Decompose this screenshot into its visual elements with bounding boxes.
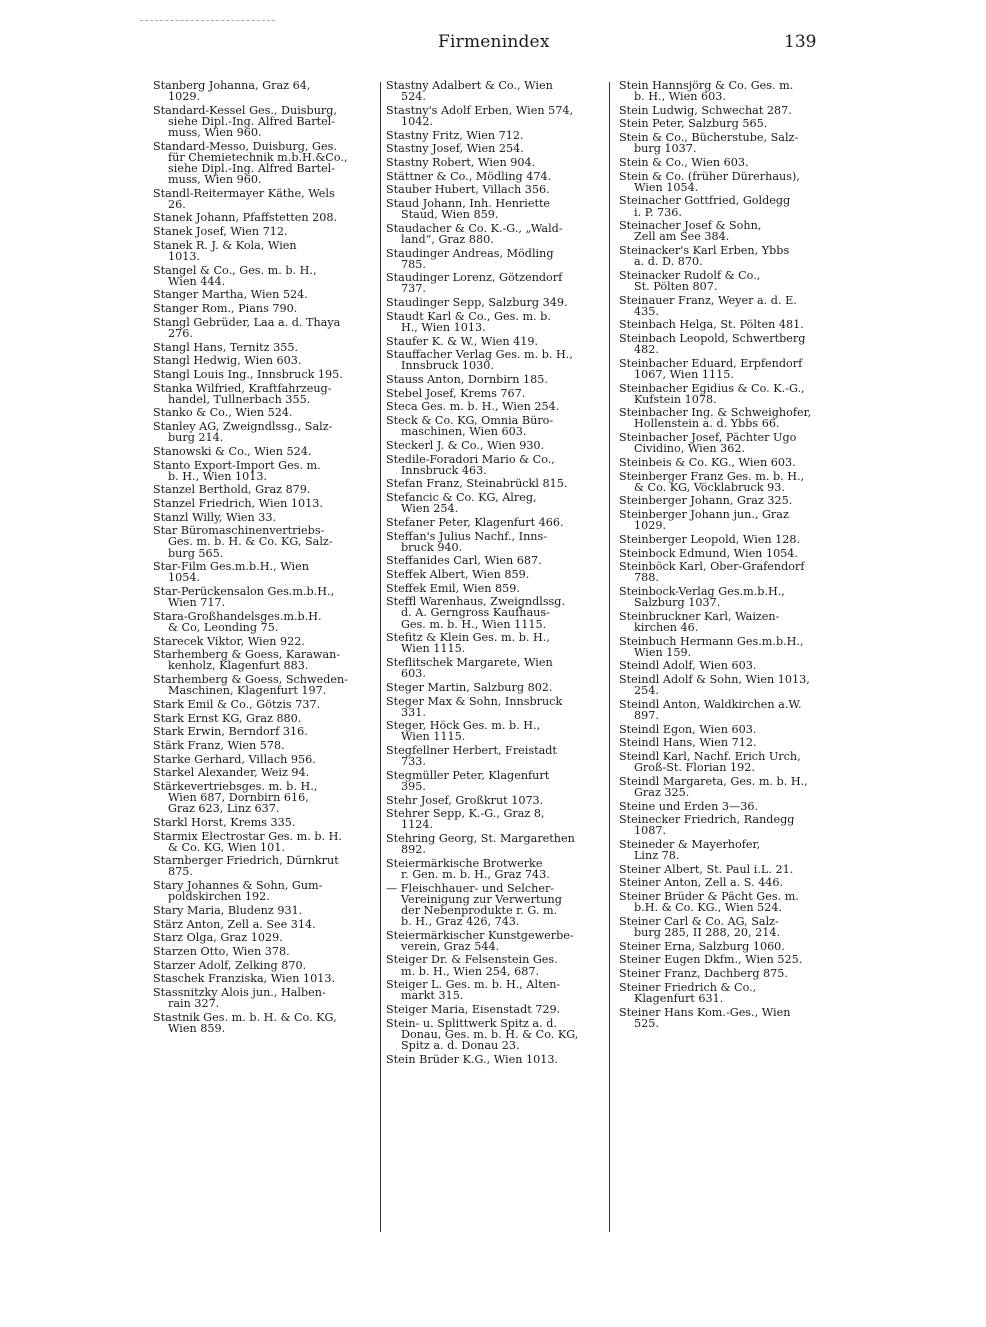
- index-entry: Standl-Reitermayer Käthe, Wels 26.: [153, 186, 335, 211]
- index-entry: Staud Johann, Inh. Henriette Staud, Wien 859.: [386, 197, 551, 222]
- index-entry: Stärkevertriebsges. m. b. H., Wien 687, Dornbirn 616, Graz 623, Linz 637.: [153, 779, 318, 816]
- index-entry: Steinbach Helga, St. Pölten 481.: [619, 318, 804, 332]
- index-entry: Steindl Karl, Nachf. Erich Urch, Groß-St. Florian 192.: [619, 749, 801, 775]
- index-entry: Steinbock-Verlag Ges.m.b.H., Salzburg 1037.: [619, 585, 785, 610]
- index-entry: Staufer K. & W., Wien 419.: [386, 334, 539, 348]
- index-entry: Stastny's Adolf Erben, Wien 574, 1042.: [386, 103, 574, 128]
- index-entry: Steiner Franz, Dachberg 875.: [619, 967, 788, 981]
- index-entry: Starecek Viktor, Wien 922.: [153, 634, 305, 648]
- index-entry: Steiner Eugen Dkfm., Wien 525.: [619, 953, 803, 967]
- index-entry: Stauber Hubert, Villach 356.: [386, 183, 550, 197]
- index-entry: Steca Ges. m. b. H., Wien 254.: [386, 400, 560, 414]
- index-entry: Stastny Josef, Wien 254.: [386, 142, 524, 156]
- index-entry: Stärk Franz, Wien 578.: [153, 738, 285, 752]
- index-entry: Stastnik Ges. m. b. H. & Co. KG, Wien 859.: [153, 1010, 337, 1035]
- index-entry: Steffan's Julius Nachf., Inns- bruck 940.: [386, 529, 548, 554]
- index-entry: Stefitz & Klein Ges. m. b. H., Wien 1115.: [386, 631, 550, 656]
- index-entry: Steinbacher Ing. & Schweighofer, Hollenstein a. d. Ybbs 66.: [619, 406, 812, 431]
- index-entry: Steinacker's Karl Erben, Ybbs a. d. D. 870.: [619, 243, 790, 269]
- index-entry: Stary Maria, Bludenz 931.: [153, 903, 303, 917]
- index-entry: Steiner Brüder & Pächt Ges. m. b.H. & Co. KG., Wien 524.: [619, 890, 799, 915]
- index-entry: Stanzel Friedrich, Wien 1013.: [153, 496, 323, 510]
- index-entry: Stein Peter, Salzburg 565.: [619, 117, 768, 131]
- index-entry: Stanger Rom., Pians 790.: [153, 302, 298, 316]
- index-entry: Stättner & Co., Mödling 474.: [386, 169, 552, 183]
- index-entry: Steiner Erna, Salzburg 1060.: [619, 939, 785, 953]
- index-entry: Stangl Hedwig, Wien 603.: [153, 354, 302, 368]
- index-entry: Steffl Warenhaus, Zweigndlssg. d. A. Gerngross Kaufhaus- Ges. m. b. H., Wien 1115.: [386, 595, 566, 631]
- index-entry: Steiner Albert, St. Paul i.L. 21.: [619, 862, 794, 876]
- index-entry: Stein & Co. (früher Dürerhaus), Wien 1054.: [619, 169, 800, 194]
- index-entry: Steinbock Edmund, Wien 1054.: [619, 546, 798, 560]
- index-entry: — Fleischhauer- und Selcher- Vereinigung zur Verwertung der Nebenprodukte r. G. m. b. H., Graz 426, 743.: [386, 881, 562, 928]
- index-entry: Starkl Horst, Krems 335.: [153, 815, 296, 829]
- index-entry: Steindl Hans, Wien 712.: [619, 736, 757, 750]
- index-entry: Stegfellner Herbert, Freistadt 733.: [386, 744, 557, 769]
- index-entry: Staudacher & Co. K.-G., „Wald- land“, Graz 880.: [386, 221, 563, 246]
- index-entry: Steiermärkischer Kunstgewerbe- verein, Graz 544.: [386, 928, 574, 953]
- index-entry: Steffanides Carl, Wien 687.: [386, 554, 542, 568]
- index-entry: Steinecker Friedrich, Randegg 1087.: [619, 813, 795, 838]
- index-entry: Steindl Egon, Wien 603.: [619, 722, 757, 736]
- index-entry: Star-Perückensalon Ges.m.b.H., Wien 717.: [153, 585, 335, 610]
- index-entry: Stein Brüder K.G., Wien 1013.: [386, 1052, 558, 1066]
- page-header: [0, 30, 986, 58]
- index-entry: Steger Max & Sohn, Innsbruck 331.: [386, 694, 563, 719]
- index-entry: Staudinger Sepp, Salzburg 349.: [386, 296, 568, 310]
- index-entry: Stanek R. J. & Kola, Wien 1013.: [153, 238, 297, 263]
- index-entry: Stastny Adalbert & Co., Wien 524.: [386, 79, 553, 104]
- index-entry: Steindl Anton, Waldkirchen a.W. 897.: [619, 697, 802, 722]
- index-entry: Steinberger Franz Ges. m. b. H., & Co. KG, Vöcklabruck 93.: [619, 469, 805, 494]
- index-entry: Stastny Robert, Wien 904.: [386, 155, 536, 169]
- index-entry: Staudinger Andreas, Mödling 785.: [386, 246, 554, 271]
- index-entry: Steinauer Franz, Weyer a. d. E. 435.: [619, 293, 797, 318]
- index-entry: Stark Ernst KG, Graz 880.: [153, 711, 302, 725]
- index-column-3: [619, 80, 841, 1031]
- index-entry: Stangl Louis Ing., Innsbruck 195.: [153, 367, 343, 381]
- index-entry: Steger Martin, Salzburg 802.: [386, 680, 553, 694]
- index-entry: Staudinger Lorenz, Götzendorf 737.: [386, 271, 563, 296]
- index-entry: Stebel Josef, Krems 767.: [386, 386, 526, 400]
- index-entry: Stastny Fritz, Wien 712.: [386, 128, 524, 142]
- index-entry: Steinacher Josef & Sohn, Zell am See 384.: [619, 219, 762, 244]
- index-column-1: [153, 80, 375, 1037]
- index-entry: Stanek Josef, Wien 712.: [153, 225, 288, 239]
- column-divider: [609, 82, 610, 1232]
- index-entry: Stangl Hans, Ternitz 355.: [153, 340, 299, 354]
- index-entry: Starzer Adolf, Zelking 870.: [153, 958, 307, 972]
- index-entry: Stark Emil & Co., Götzis 737.: [153, 697, 321, 711]
- index-entry: Stärz Anton, Zell a. See 314.: [153, 917, 316, 931]
- index-entry: Steinberger Johann, Graz 325.: [619, 494, 793, 508]
- index-entry: Steinböck Karl, Ober-Grafendorf 788.: [619, 560, 805, 585]
- index-entry: Starhemberg & Goess, Karawan- kenholz, Klagenfurt 883.: [153, 648, 341, 673]
- index-entry: Steinbuch Hermann Ges.m.b.H., Wien 159.: [619, 634, 804, 659]
- index-entry: Starzen Otto, Wien 378.: [153, 944, 290, 958]
- index-entry: Steger, Höck Ges. m. b. H., Wien 1115.: [386, 719, 541, 744]
- page-number: 139: [784, 32, 817, 52]
- index-entry: Stauss Anton, Dornbirn 185.: [386, 373, 548, 387]
- index-entry: Steck & Co. KG, Omnia Büro- maschinen, Wien 603.: [386, 414, 554, 439]
- index-entry: Standard-Kessel Ges., Duisburg, siehe Dipl.-Ing. Alfred Bartel- muss, Wien 960.: [153, 103, 337, 139]
- index-entry: Stanto Export-Import Ges. m. b. H., Wien 1013.: [153, 458, 321, 483]
- index-column-2: [386, 80, 608, 1067]
- index-entry: Steffek Emil, Wien 859.: [386, 581, 520, 595]
- index-entry: Steindl Margareta, Ges. m. b. H., Graz 325.: [619, 774, 808, 799]
- index-entry: Starmix Electrostar Ges. m. b. H. & Co. KG, Wien 101.: [153, 829, 342, 854]
- index-entry: Steiner Hans Kom.-Ges., Wien 525.: [619, 1005, 791, 1030]
- index-entry: Stanzel Berthold, Graz 879.: [153, 483, 311, 497]
- index-entry: Stehring Georg, St. Margarethen 892.: [386, 832, 575, 857]
- page-title: Firmenindex: [438, 32, 550, 52]
- index-entry: Steffek Albert, Wien 859.: [386, 568, 530, 581]
- index-entry: Steiger L. Ges. m. b. H., Alten- markt 315.: [386, 978, 561, 1003]
- column-divider: [380, 82, 381, 1232]
- index-entry: Stauffacher Verlag Ges. m. b. H., Innsbruck 1030.: [386, 348, 573, 373]
- index-entry: Steiner Friedrich & Co., Klagenfurt 631.: [619, 980, 757, 1005]
- index-entry: Stein & Co., Bücherstube, Salz- burg 1037.: [619, 131, 799, 156]
- index-entry: Steinbacher Josef, Pächter Ugo Cividino, Wien 362.: [619, 431, 797, 456]
- index-entry: Stanzl Willy, Wien 33.: [153, 510, 277, 524]
- index-entry: Starhemberg & Goess, Schweden- Maschinen, Klagenfurt 197.: [153, 673, 348, 698]
- scan-artifact: [140, 20, 275, 23]
- index-entry: Stanek Johann, Pfaffstetten 208.: [153, 211, 338, 225]
- index-entry: Stanka Wilfried, Kraftfahrzeug- handel, Tullnerbach 355.: [153, 381, 332, 406]
- index-entry: Starnberger Friedrich, Dürnkrut 875.: [153, 854, 339, 879]
- index-entry: Steflitschek Margarete, Wien 603.: [386, 656, 553, 681]
- index-entry: Stanko & Co., Wien 524.: [153, 406, 293, 420]
- index-entry: Steiner Carl & Co. AG, Salz- burg 285, II 288, 20, 214.: [619, 914, 781, 940]
- index-entry: Steine und Erden 3—36.: [619, 799, 759, 813]
- index-entry: Stanger Martha, Wien 524.: [153, 288, 308, 302]
- index-entry: Steckerl J. & Co., Wien 930.: [386, 438, 545, 452]
- index-entry: Stassnitzky Alois jun., Halben- rain 327.: [153, 985, 326, 1011]
- index-entry: Steinbacher Eduard, Erpfendorf 1067, Wien 1115.: [619, 356, 803, 381]
- index-entry: Steiger Maria, Eisenstadt 729.: [386, 1002, 561, 1016]
- index-entry: Steinbach Leopold, Schwertberg 482.: [619, 332, 806, 357]
- index-entry: Stary Johannes & Sohn, Gum- poldskirchen 192.: [153, 879, 323, 904]
- index-entry: Steiner Anton, Zell a. S. 446.: [619, 876, 784, 890]
- index-entry: Star-Film Ges.m.b.H., Wien 1054.: [153, 560, 309, 585]
- index-entry: Steinacker Rudolf & Co., St. Pölten 807.: [619, 268, 761, 293]
- index-entry: Stegmüller Peter, Klagenfurt 395.: [386, 768, 550, 793]
- index-entry: Steinberger Johann jun., Graz 1029.: [619, 508, 789, 533]
- index-entry: Stehr Josef, Großkrut 1073.: [386, 793, 544, 807]
- index-entry: Steiermärkische Brotwerke r. Gen. m. b. H., Graz 743.: [386, 856, 550, 881]
- index-entry: Stehrer Sepp, K.-G., Graz 8, 1124.: [386, 807, 545, 832]
- index-entry: Stanley AG, Zweigndlssg., Salz- burg 214.: [153, 420, 333, 445]
- index-entry: Steinacher Gottfried, Goldegg i. P. 736.: [619, 194, 791, 219]
- index-entry: Starkel Alexander, Weiz 94.: [153, 766, 310, 780]
- index-entry: Standard-Messo, Duisburg, Ges. für Chemietechnik m.b.H.&Co., siehe Dipl.-Ing. Alfred Bartel- muss, Wien 960.: [153, 139, 348, 186]
- index-entry: Steineder & Mayerhofer, Linz 78.: [619, 838, 761, 863]
- index-entry: Steinbeis & Co. KG., Wien 603.: [619, 455, 796, 469]
- index-entry: Stefan Franz, Steinabrückl 815.: [386, 477, 568, 491]
- index-entry: Stanberg Johanna, Graz 64, 1029.: [153, 79, 311, 104]
- index-entry: Stefaner Peter, Klagenfurt 466.: [386, 515, 564, 529]
- index-entry: Starz Olga, Graz 1029.: [153, 931, 283, 945]
- index-entry: Starke Gerhard, Villach 956.: [153, 752, 316, 766]
- index-entry: Stedile-Foradori Mario & Co., Innsbruck 463.: [386, 452, 555, 477]
- index-entry: Stangel & Co., Ges. m. b. H., Wien 444.: [153, 263, 317, 288]
- index-entry: Stein Hannsjörg & Co. Ges. m. b. H., Wien 603.: [619, 79, 794, 104]
- index-entry: Staschek Franziska, Wien 1013.: [153, 972, 336, 986]
- index-entry: Stein Ludwig, Schwechat 287.: [619, 103, 792, 117]
- index-entry: Stein- u. Splittwerk Spitz a. d. Donau, Ges. m. b. H. & Co. KG, Spitz a. d. Donau 23.: [386, 1016, 579, 1052]
- index-entry: Stara-Großhandelsges.m.b.H. & Co, Leonding 75.: [153, 609, 322, 634]
- index-entry: Steinberger Leopold, Wien 128.: [619, 532, 801, 546]
- index-entry: Stein & Co., Wien 603.: [619, 155, 749, 169]
- index-entry: Steiger Dr. & Felsenstein Ges. m. b. H., Wien 254, 687.: [386, 953, 558, 978]
- index-entry: Steinbacher Egidius & Co. K.-G., Kufstein 1078.: [619, 381, 805, 406]
- index-entry: Steinbruckner Karl, Waizen- kirchen 46.: [619, 609, 780, 634]
- index-entry: Star Büromaschinenvertriebs- Ges. m. b. H. & Co. KG, Salz- burg 565.: [153, 524, 333, 560]
- index-entry: Stefancic & Co. KG, Alreg, Wien 254.: [386, 491, 537, 516]
- index-entry: Stangl Gebrüder, Laa a. d. Thaya 276.: [153, 315, 341, 340]
- index-entry: Staudt Karl & Co., Ges. m. b. H., Wien 1013.: [386, 309, 551, 334]
- index-entry: Stanowski & Co., Wien 524.: [153, 444, 312, 458]
- index-entry: Steindl Adolf, Wien 603.: [619, 659, 757, 673]
- index-entry: Stark Erwin, Berndorf 316.: [153, 725, 308, 739]
- index-entry: Steindl Adolf & Sohn, Wien 1013, 254.: [619, 673, 810, 698]
